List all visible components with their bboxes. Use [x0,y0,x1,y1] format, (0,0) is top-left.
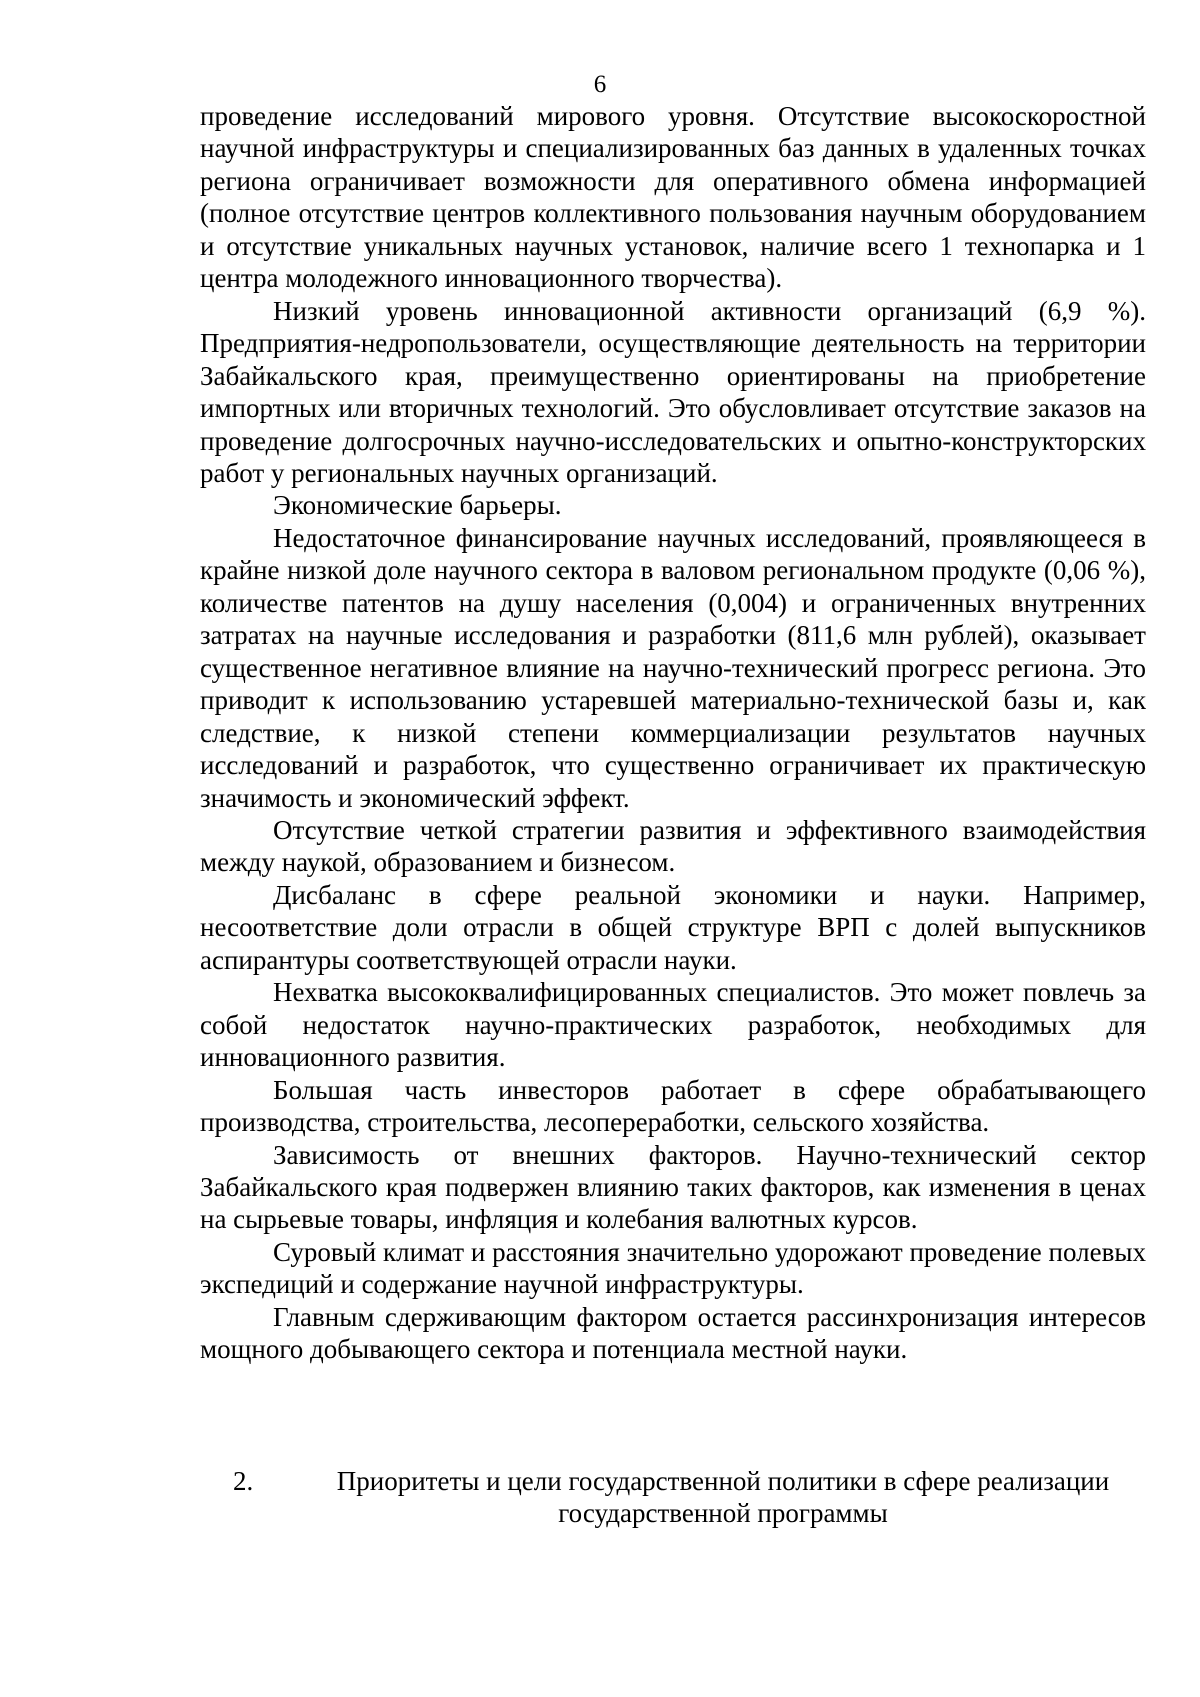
section-title-line-2: государственной программы [558,1498,888,1529]
section-heading [200,1465,1146,1530]
paragraph-4: Недостаточное финансирование научных исследований, проявляющееся в крайне низкой доле научного сектора в валовом региональном продукте (0,06 %), количестве патентов на душу населения (0,004) и ограниченных внутренних затратах на научные исследования и разработки (811,6 млн рублей), оказывает существенное негативное влияние на научно-технический прогресс региона. Это приводит к использованию устаревшей материально-технической базы и, как следствие, к низкой степени коммерциализации результатов научных исследований и разработок, что существенно ограничивает их практическую значимость и экономический эффект. [200,522,1146,813]
body-text [200,100,1146,1366]
paragraph-5: Отсутствие четкой стратегии развития и эффективного взаимодействия между наукой, образованием и бизнесом. [200,814,1146,878]
paragraph-9: Зависимость от внешних факторов. Научно-технический сектор Забайкальского края подвержен влиянию таких факторов, как изменения в ценах на сырьевые товары, инфляция и колебания валютных курсов. [200,1139,1146,1235]
paragraph-10: Суровый климат и расстояния значительно удорожают проведение полевых экспедиций и содержание научной инфраструктуры. [200,1236,1146,1300]
paragraph-6: Дисбаланс в сфере реальной экономики и науки. Например, несоответствие доли отрасли в общей структуре ВРП с долей выпускников аспирантуры соответствующей отрасли науки. [200,879,1146,975]
paragraph-2: Низкий уровень инновационной активности организаций (6,9 %). Предприятия-недропользователи, осуществляющие деятельность на территории Забайкальского края, преимущественно ориентированы на приобретение импортных или вторичных технологий. Это обусловливает отсутствие заказов на проведение долгосрочных научно-исследовательских и опытно-конструкторских работ у региональных научных организаций. [200,295,1146,488]
paragraph-7: Нехватка высококвалифицированных специалистов. Это может повлечь за собой недостаток научно-практических разработок, необходимых для инновационного развития. [200,977,1146,1073]
section-title [300,1465,1146,1530]
section-number: 2. [233,1466,254,1496]
paragraph-11: Главным сдерживающим фактором остается рассинхронизация интересов мощного добывающего сектора и потенциала местной науки. [200,1301,1146,1365]
section-title-line-1: Приоритеты и цели государственной политики в сфере реализации [336,1466,1110,1496]
paragraph-8: Большая часть инвесторов работает в сфере обрабатывающего производства, строительства, лесопереработки, сельского хозяйства. [200,1074,1146,1138]
paragraph-3: Экономические барьеры. [273,490,562,521]
paragraph-1: проведение исследований мирового уровня. Отсутствие высокоскоростной научной инфраструктуры и специализированных баз данных в удаленных точках региона ограничивает возможности для оперативного обмена информацией (полное отсутствие центров коллективного пользования научным оборудованием и отсутствие уникальных научных установок, наличие всего 1 технопарка и 1 центра молодежного инновационного творчества). [200,101,1146,294]
page-number: 6 [593,71,607,98]
